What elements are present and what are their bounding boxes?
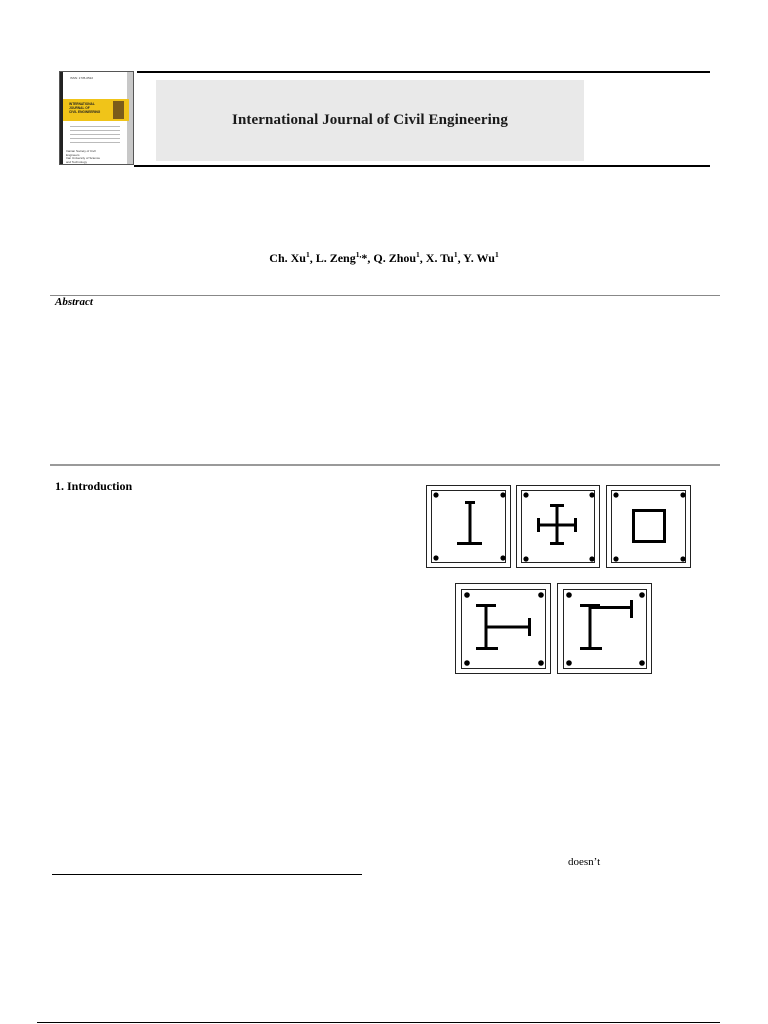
- abstract-bottom-rule: [50, 464, 720, 466]
- cross-section-drawing: [517, 486, 601, 569]
- author-affiliation: 1,: [355, 250, 362, 259]
- section-heading: 1. Introduction: [55, 479, 133, 493]
- figure-panel-l-section: [557, 583, 652, 674]
- text-fragment: doesn’t: [568, 856, 601, 868]
- journal-banner: [156, 80, 584, 161]
- header-bottom-rule: [134, 165, 710, 167]
- cover-title-band: [63, 99, 129, 121]
- cover-issn: ISSN: 1735-0522: [70, 76, 94, 80]
- author-affiliation: 1: [305, 250, 310, 259]
- t-section-drawing: [456, 584, 552, 675]
- i-section-drawing: [427, 486, 512, 569]
- figure-panel-i-section: [426, 485, 511, 568]
- box-section-drawing: [607, 486, 692, 569]
- page-bottom-rule: [37, 1022, 720, 1023]
- cover-text-lines: [70, 126, 120, 146]
- abstract-heading: Abstract: [55, 296, 93, 308]
- author-name: Y. Wu: [463, 251, 495, 265]
- cover-image: [113, 101, 124, 119]
- cover-publisher: Iranian Society of Civil Engineers Iran University of Science and Technology: [66, 149, 101, 164]
- author-list: Ch. Xu$^1$, L. Zeng$^{1,}$*, Q. Zhou$^1$, X. Tu$^1$, Y. Wu$^1$: [269, 250, 499, 265]
- corresponding-author-mark: *: [361, 251, 368, 265]
- abstract-top-rule: [50, 295, 720, 296]
- author-affiliation: 1: [416, 250, 420, 259]
- figure-panel-t-section: [455, 583, 551, 674]
- author-name: Q. Zhou: [373, 251, 417, 265]
- author-name: Ch. Xu: [269, 251, 306, 265]
- footnote-rule: [52, 874, 362, 875]
- l-section-drawing: [558, 584, 653, 675]
- author-affiliation: 1: [494, 250, 499, 259]
- cover-title: INTERNATIONAL JOURNAL OF CIVIL ENGINEERING: [69, 102, 101, 114]
- header-top-rule: [137, 71, 710, 73]
- figure-panel-box-section: [606, 485, 691, 568]
- figure-panel-cross-section: [516, 485, 600, 568]
- journal-title: International Journal of Civil Engineering: [232, 112, 508, 128]
- author-affiliation: 1: [453, 250, 458, 259]
- journal-cover-thumbnail: [59, 71, 134, 165]
- author-name: X. Tu: [425, 251, 454, 265]
- author-name: L. Zeng: [315, 251, 356, 265]
